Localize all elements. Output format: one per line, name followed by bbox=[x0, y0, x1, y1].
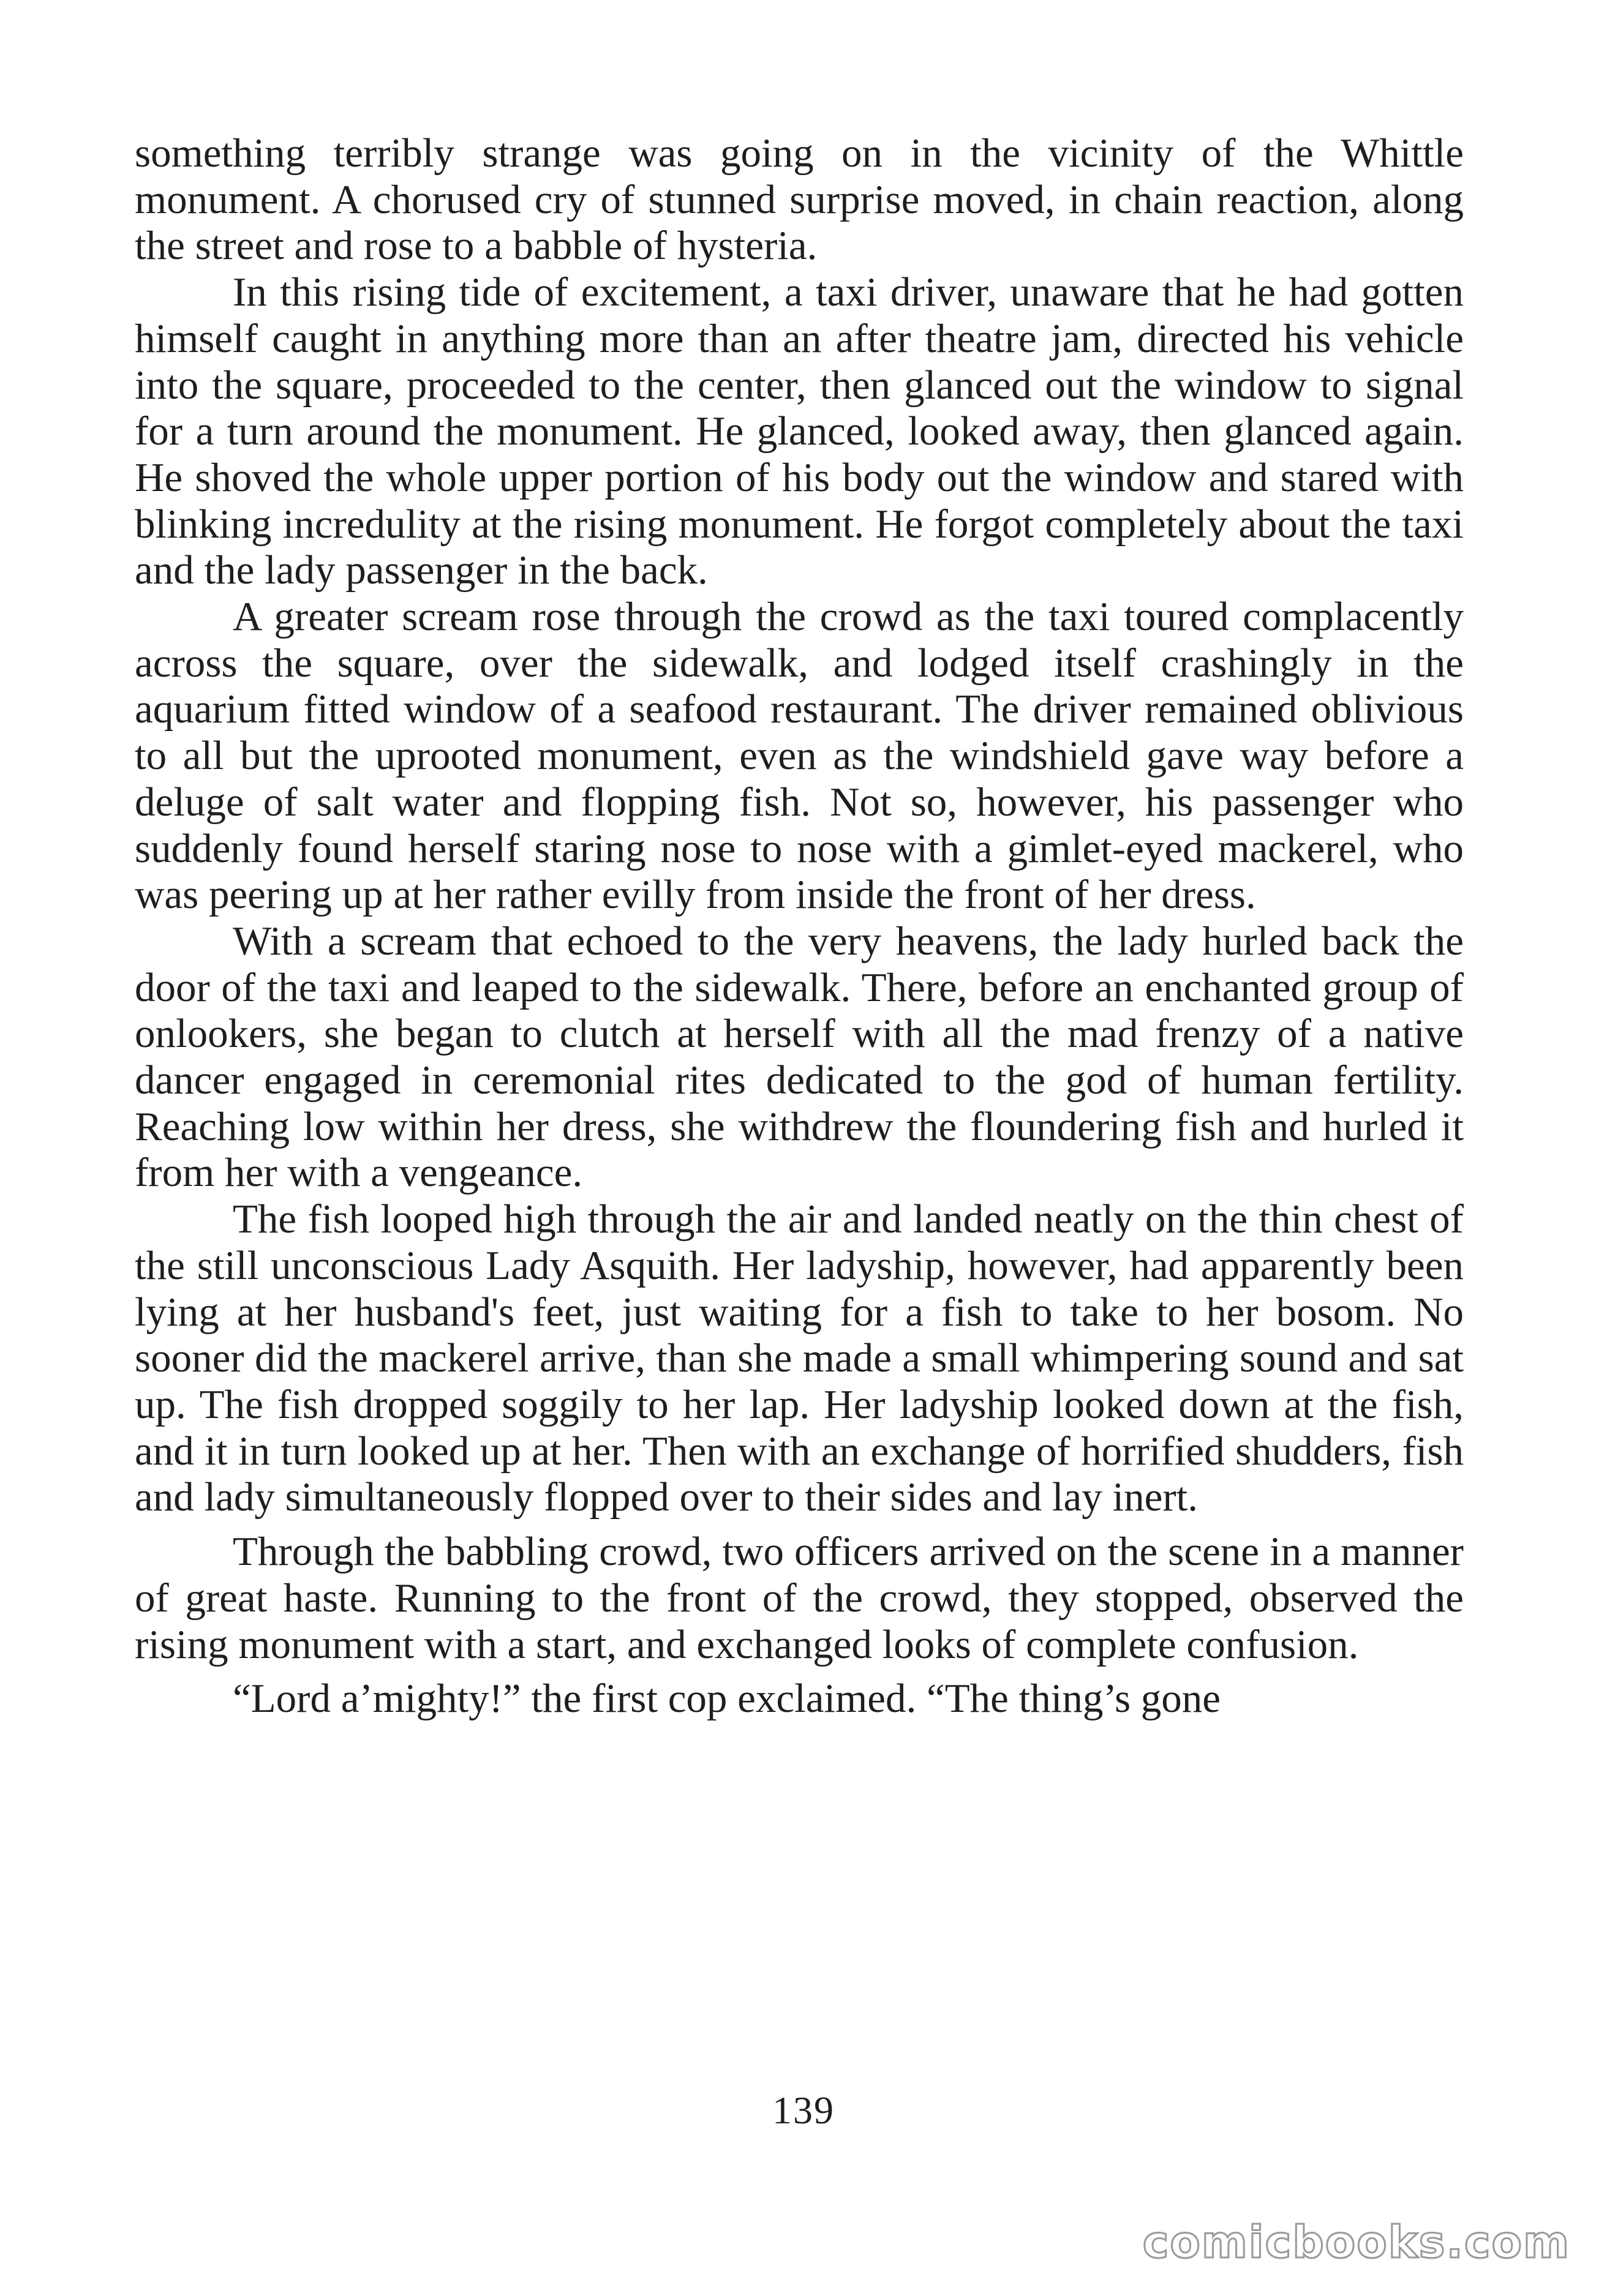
paragraph-7: “Lord a’mighty!” the first cop exclaimed. “The thing’s gone bbox=[233, 1676, 1221, 1722]
paragraph-1: something terribly strange was going on in the vicinity of the Whittle monument. A chorused cry of stunned surprise moved, in chain reaction, along the street and rose to a babble of hysteria. bbox=[135, 130, 1464, 269]
paragraph-3: A greater scream rose through the crowd as the taxi toured complacently across the square, over the sidewalk, and lodged itself crashingly in the aquarium fitted window of a seafood restaurant. The driver remained oblivious to all but the uprooted monument, even as the windshield gave way before a deluge of salt water and flopping fish. Not so, however, his passenger who suddenly found herself staring nose to nose with a gimlet-eyed mackerel, who was peering up at her rather evilly from inside the front of her dress. bbox=[135, 594, 1464, 918]
paragraph-6: Through the babbling crowd, two officers arrived on the scene in a manner of great haste. Running to the front of the crowd, they stopped, observed the rising monument with a start, and exchanged looks of complete confusion. bbox=[135, 1529, 1464, 1667]
page-number: 139 bbox=[772, 2088, 835, 2132]
paragraph-4: With a scream that echoed to the very heavens, the lady hurled back the door of the taxi and leaped to the sidewalk. There, before an enchanted group of onlookers, she began to clutch at herself with all the mad frenzy of a native dancer engaged in ceremonial rites dedicated to the god of human fertility. Reaching low within her dress, she withdrew the floundering fish and hurled it from her with a vengeance. bbox=[135, 918, 1464, 1196]
paragraph-2: In this rising tide of excitement, a taxi driver, unaware that he had gotten himself caught in anything more than an after theatre jam, directed his vehicle into the square, proceeded to the center, then glanced out the window to signal for a turn around the monument. He glanced, looked away, then glanced again. He shoved the whole upper portion of his body out the window and stared with blinking incredulity at the rising monument. He forgot completely about the taxi and the lady passenger in the back. bbox=[135, 269, 1464, 593]
watermark-logo: comicbooks.com bbox=[1142, 2216, 1570, 2268]
body-text bbox=[135, 130, 1464, 1722]
paragraph-5: The fish looped high through the air and landed neatly on the thin chest of the still unconscious Lady Asquith. Her ladyship, however, had apparently been lying at her husband's feet, just waiting for a fish to take to her bosom. No sooner did the mackerel arrive, than she made a small whimpering sound and sat up. The fish dropped soggily to her lap. Her ladyship looked down at the fish, and it in turn looked up at her. Then with an exchange of horrified shudders, fish and lady simultaneously flopped over to their sides and lay inert. bbox=[135, 1196, 1464, 1520]
